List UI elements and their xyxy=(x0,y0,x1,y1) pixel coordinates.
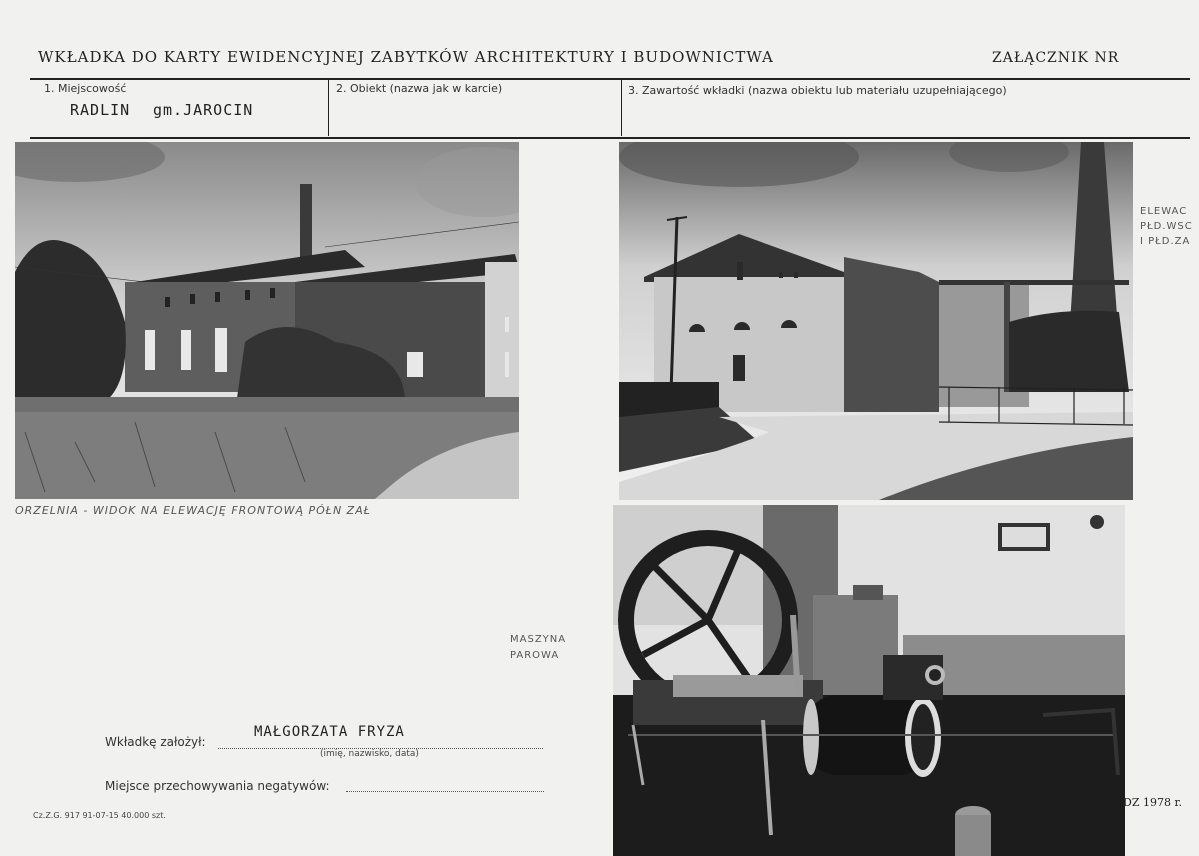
annex-label: ZAŁĄCZNIK NR xyxy=(992,50,1120,66)
field-1-label: 1. Miejscowość xyxy=(44,82,127,95)
machine-note-line-1: MASZYNA xyxy=(510,634,567,645)
caption-photo-1: ORZELNIA - WIDOK NA ELEWACJĘ FRONTOWĄ PÓŁN ZAŁ xyxy=(15,504,371,517)
print-code: Cz.Z.G. 917 91-07-15 40.000 szt. xyxy=(33,811,166,820)
photo-steam-engine xyxy=(613,505,1125,856)
header-rule xyxy=(30,78,1190,80)
side-note xyxy=(1140,204,1193,249)
photo-distillery-side xyxy=(619,142,1133,500)
field-3-label: 3. Zawartość wkładki (nazwa obiektu lub materiału uzupełniającego) xyxy=(628,84,1007,97)
side-note-line-1: ELEWAC xyxy=(1140,206,1188,217)
year-fragment: DZ 1978 r. xyxy=(1123,796,1182,809)
side-note-line-3: I PŁD.ZA xyxy=(1140,236,1191,247)
machine-note-line-2: PAROWA xyxy=(510,650,560,661)
author-hint: (imię, nazwisko, data) xyxy=(320,749,419,759)
field-divider-1 xyxy=(328,80,329,136)
machine-note xyxy=(510,632,566,664)
side-note-line-2: PŁD.WSC xyxy=(1140,221,1193,232)
fields-rule xyxy=(30,137,1190,139)
form-title: WKŁADKA DO KARTY EWIDENCYJNEJ ZABYTKÓW ARCHITEKTURY I BUDOWNICTWA xyxy=(38,48,774,66)
author-label: Wkładkę założył: xyxy=(105,735,206,749)
photo-distillery-front xyxy=(15,142,519,499)
field-2-label: 2. Obiekt (nazwa jak w karcie) xyxy=(336,82,503,95)
field-divider-2 xyxy=(621,80,622,136)
storage-label: Miejsce przechowywania negatywów: xyxy=(105,779,330,793)
storage-dotline xyxy=(346,791,544,792)
field-1-place: RADLIN xyxy=(70,101,131,119)
author-value: MAŁGORZATA FRYZA xyxy=(254,724,405,740)
field-1-gmina: gm.JAROCIN xyxy=(153,101,254,119)
